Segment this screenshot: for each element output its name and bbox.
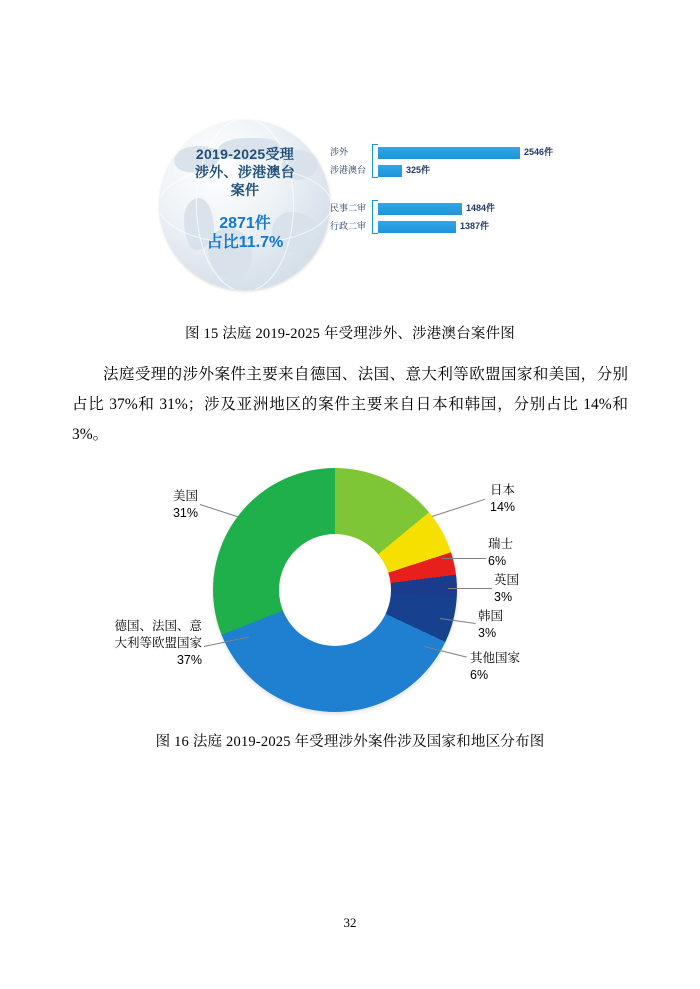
globe-value-share: 占比11.7% — [206, 233, 284, 251]
bar-label: 涉外 — [330, 147, 349, 157]
bar-value: 1484件 — [466, 203, 496, 213]
globe-title-line2: 涉外、涉港澳台 — [194, 163, 296, 180]
slice-label-other-value: 6% — [470, 667, 489, 682]
slice-label-korea-name: 韩国 — [478, 609, 504, 623]
bar-row — [330, 220, 566, 234]
bar-row — [330, 146, 566, 160]
slice-label-other — [470, 650, 590, 684]
bar-row — [330, 202, 566, 216]
slice-label-uk-value: 3% — [494, 589, 513, 604]
bar-label: 行政二审 — [330, 221, 367, 231]
globe-title-line3: 案件 — [230, 181, 260, 198]
slice-label-usa-value: 31% — [172, 505, 198, 520]
slice-label-eu-name-line2: 大利等欧盟国家 — [114, 635, 202, 650]
bar-rect — [378, 203, 462, 215]
globe-title-line1: 2019-2025受理 — [195, 146, 295, 162]
slice-label-uk-name: 英国 — [494, 573, 520, 587]
body-paragraph: 法庭受理的涉外案件主要来自德国、法国、意大利等欧盟国家和美国，分别占比 37%和 31%；涉及亚洲地区的案件主要来自日本和韩国，分别占比 14%和 3%。 — [72, 366, 628, 444]
globe-value-total: 2871件 — [219, 214, 271, 232]
figure-15-graphic — [150, 110, 570, 290]
slice-label-korea-value: 3% — [478, 625, 497, 640]
slice-label-switzerland-value: 6% — [488, 553, 507, 568]
slice-label-other-name: 其他国家 — [470, 651, 521, 665]
slice-label-uk — [494, 572, 604, 606]
bar-rect — [378, 165, 402, 177]
bar-value: 2546件 — [524, 147, 554, 157]
slice-label-eu — [62, 618, 202, 669]
figure-15-bar-chart — [330, 132, 566, 262]
bar-label: 涉港澳台 — [330, 165, 367, 175]
slice-label-eu-name-line1: 德国、法国、意 — [114, 619, 202, 633]
leader-line — [432, 499, 486, 517]
slice-label-usa — [88, 488, 198, 522]
slice-label-eu-value: 37% — [176, 652, 202, 667]
bar-row — [330, 164, 566, 178]
slice-label-switzerland-name: 瑞士 — [488, 537, 514, 551]
bar-rect — [378, 147, 520, 159]
slice-label-usa-name: 美国 — [172, 489, 198, 503]
leader-line — [200, 504, 238, 517]
bar-value: 325件 — [406, 165, 431, 175]
leader-line — [442, 558, 486, 559]
leader-line — [448, 588, 492, 589]
globe-illustration — [160, 120, 330, 290]
globe-text-block — [160, 146, 330, 252]
slice-label-japan-name: 日本 — [490, 483, 516, 497]
slice-label-korea — [478, 608, 588, 642]
page-number: 32 — [343, 915, 357, 930]
bar-rect — [378, 221, 456, 233]
figure-16-chart — [0, 460, 700, 720]
slice-label-japan-value: 14% — [490, 499, 516, 514]
bar-value: 1387件 — [460, 221, 490, 231]
slice-label-japan — [490, 482, 600, 516]
figure-15-caption: 图 15 法庭 2019-2025 年受理涉外、涉港澳台案件图 — [184, 326, 516, 342]
donut-chart — [213, 468, 457, 712]
figure-16-caption: 图 16 法庭 2019-2025 年受理涉外案件涉及国家和地区分布图 — [155, 734, 545, 750]
bar-label: 民事二审 — [330, 203, 367, 213]
slice-label-switzerland — [488, 536, 598, 570]
